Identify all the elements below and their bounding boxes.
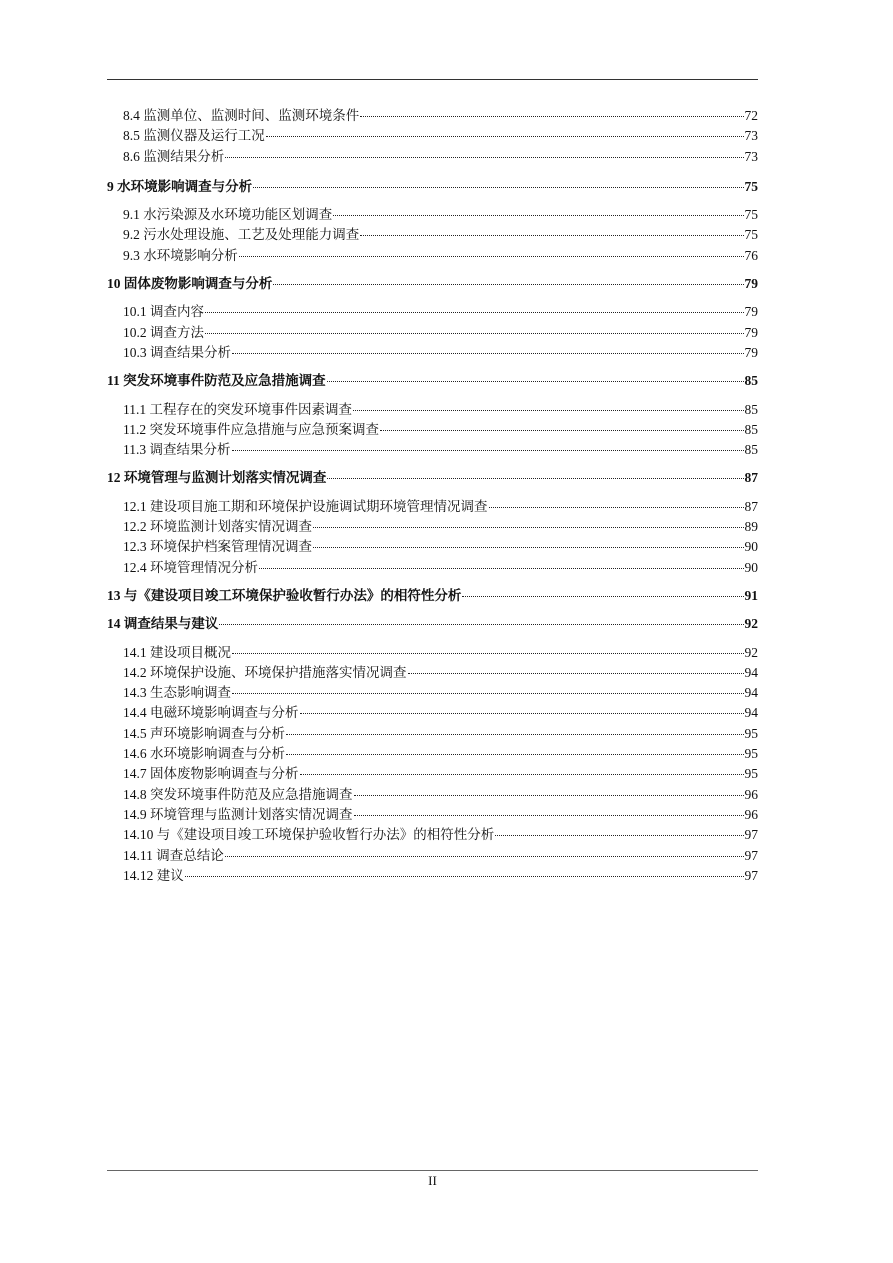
toc-chapter-entry[interactable] bbox=[107, 586, 758, 606]
dot-leader bbox=[232, 353, 744, 354]
dot-leader bbox=[273, 284, 743, 285]
toc-entry-title: 9.1 水污染源及水环境功能区划调查 bbox=[123, 207, 333, 223]
toc-entry-title: 10.3 调查结果分析 bbox=[123, 344, 231, 360]
toc-entry-page-number: 79 bbox=[744, 304, 758, 320]
dot-leader bbox=[327, 381, 744, 382]
toc-section-entry[interactable] bbox=[107, 126, 758, 146]
toc-section-entry[interactable] bbox=[107, 246, 758, 266]
toc-entry-page-number: 79 bbox=[744, 344, 758, 360]
toc-chapter-entry[interactable] bbox=[107, 614, 758, 634]
toc-entry-page-number: 94 bbox=[744, 664, 758, 680]
table-of-contents bbox=[107, 106, 758, 886]
dot-leader bbox=[205, 312, 744, 313]
toc-section-entry[interactable] bbox=[107, 744, 758, 764]
toc-section-entry[interactable] bbox=[107, 846, 758, 866]
toc-entry-title: 14.6 水环境影响调查与分析 bbox=[123, 746, 285, 762]
toc-entry-page-number: 96 bbox=[744, 786, 758, 802]
dot-leader bbox=[232, 450, 744, 451]
dot-leader bbox=[300, 713, 744, 714]
dot-leader bbox=[232, 693, 744, 694]
toc-entry-title: 14.12 建议 bbox=[123, 867, 184, 883]
toc-entry-page-number: 90 bbox=[744, 539, 758, 555]
toc-entry-title: 10.2 调查方法 bbox=[123, 324, 204, 340]
dot-leader bbox=[185, 876, 744, 877]
toc-section-entry[interactable] bbox=[107, 106, 758, 126]
toc-entry-page-number: 73 bbox=[744, 148, 758, 164]
toc-entry-title: 14.7 固体废物影响调查与分析 bbox=[123, 766, 299, 782]
toc-entry-page-number: 75 bbox=[744, 227, 758, 243]
dot-leader bbox=[360, 116, 743, 117]
dot-leader bbox=[380, 430, 744, 431]
dot-leader bbox=[360, 235, 743, 236]
toc-entry-page-number: 89 bbox=[744, 519, 758, 535]
toc-section-entry[interactable] bbox=[107, 558, 758, 578]
toc-section-entry[interactable] bbox=[107, 517, 758, 537]
dot-leader bbox=[286, 734, 744, 735]
toc-entry-title: 11.2 突发环境事件应急措施与应急预案调查 bbox=[123, 421, 379, 437]
toc-entry-title: 12.3 环境保护档案管理情况调查 bbox=[123, 539, 312, 555]
toc-entry-page-number: 92 bbox=[744, 644, 758, 660]
dot-leader bbox=[225, 856, 744, 857]
toc-section-entry[interactable] bbox=[107, 866, 758, 886]
toc-section-entry[interactable] bbox=[107, 825, 758, 845]
toc-entry-title: 9.3 水环境影响分析 bbox=[123, 247, 238, 263]
toc-section-entry[interactable] bbox=[107, 497, 758, 517]
toc-entry-page-number: 94 bbox=[744, 685, 758, 701]
toc-entry-page-number: 76 bbox=[744, 247, 758, 263]
dot-leader bbox=[327, 478, 743, 479]
toc-entry-title: 14.9 环境管理与监测计划落实情况调查 bbox=[123, 806, 353, 822]
toc-entry-title: 11 突发环境事件防范及应急措施调查 bbox=[107, 373, 326, 389]
header-rule bbox=[107, 79, 758, 80]
toc-section-entry[interactable] bbox=[107, 663, 758, 683]
toc-entry-title: 14.11 调查总结论 bbox=[123, 847, 224, 863]
dot-leader bbox=[259, 568, 744, 569]
toc-entry-page-number: 96 bbox=[744, 806, 758, 822]
toc-entry-title: 10 固体废物影响调查与分析 bbox=[107, 276, 273, 292]
dot-leader bbox=[313, 527, 744, 528]
dot-leader bbox=[225, 157, 743, 158]
toc-section-entry[interactable] bbox=[107, 147, 758, 167]
toc-entry-page-number: 87 bbox=[744, 498, 758, 514]
toc-entry-page-number: 97 bbox=[744, 847, 758, 863]
toc-entry-title: 14.1 建设项目概况 bbox=[123, 644, 231, 660]
toc-entry-page-number: 85 bbox=[744, 401, 758, 417]
dot-leader bbox=[232, 653, 744, 654]
toc-entry-page-number: 85 bbox=[744, 442, 758, 458]
toc-entry-title: 12.4 环境管理情况分析 bbox=[123, 559, 258, 575]
dot-leader bbox=[408, 673, 744, 674]
toc-entry-page-number: 97 bbox=[744, 867, 758, 883]
toc-entry-page-number: 91 bbox=[744, 587, 758, 603]
toc-entry-title: 12.1 建设项目施工期和环境保护设施调试期环境管理情况调查 bbox=[123, 498, 488, 514]
dot-leader bbox=[495, 835, 743, 836]
toc-entry-title: 14.5 声环境影响调查与分析 bbox=[123, 725, 285, 741]
toc-entry-page-number: 79 bbox=[744, 276, 758, 292]
toc-section-entry[interactable] bbox=[107, 703, 758, 723]
toc-section-entry[interactable] bbox=[107, 343, 758, 363]
toc-entry-title: 14.8 突发环境事件防范及应急措施调查 bbox=[123, 786, 353, 802]
toc-chapter-entry[interactable] bbox=[107, 371, 758, 391]
toc-section-entry[interactable] bbox=[107, 724, 758, 744]
toc-entry-title: 11.3 调查结果分析 bbox=[123, 442, 231, 458]
dot-leader bbox=[354, 795, 744, 796]
toc-entry-title: 8.4 监测单位、监测时间、监测环境条件 bbox=[123, 108, 360, 123]
toc-entry-title: 14.4 电磁环境影响调查与分析 bbox=[123, 705, 299, 721]
toc-entry-title: 14.2 环境保护设施、环境保护措施落实情况调查 bbox=[123, 664, 407, 680]
toc-entry-page-number: 95 bbox=[744, 746, 758, 762]
dot-leader bbox=[266, 136, 744, 137]
toc-entry-page-number: 79 bbox=[744, 324, 758, 340]
toc-entry-page-number: 85 bbox=[744, 421, 758, 437]
toc-entry-page-number: 87 bbox=[744, 470, 758, 486]
toc-section-entry[interactable] bbox=[107, 440, 758, 460]
toc-entry-page-number: 72 bbox=[744, 108, 758, 123]
toc-entry-page-number: 90 bbox=[744, 559, 758, 575]
page-number: II bbox=[428, 1173, 437, 1188]
toc-chapter-entry[interactable] bbox=[107, 468, 758, 488]
dot-leader bbox=[219, 624, 743, 625]
dot-leader bbox=[489, 507, 744, 508]
dot-leader bbox=[354, 815, 744, 816]
toc-entry-title: 10.1 调查内容 bbox=[123, 304, 204, 320]
toc-entry-title: 14.10 与《建设项目竣工环境保护验收暂行办法》的相符性分析 bbox=[123, 827, 495, 843]
toc-entry-title: 9.2 污水处理设施、工艺及处理能力调查 bbox=[123, 227, 360, 243]
toc-entry-title: 9 水环境影响调查与分析 bbox=[107, 178, 253, 194]
toc-entry-page-number: 94 bbox=[744, 705, 758, 721]
toc-entry-page-number: 95 bbox=[744, 725, 758, 741]
toc-entry-title: 12.2 环境监测计划落实情况调查 bbox=[123, 519, 312, 535]
dot-leader bbox=[286, 754, 744, 755]
toc-entry-page-number: 85 bbox=[744, 373, 758, 389]
dot-leader bbox=[300, 774, 744, 775]
toc-section-entry[interactable] bbox=[107, 400, 758, 420]
dot-leader bbox=[333, 215, 743, 216]
toc-entry-page-number: 75 bbox=[744, 178, 758, 194]
toc-section-entry[interactable] bbox=[107, 323, 758, 343]
toc-entry-title: 12 环境管理与监测计划落实情况调查 bbox=[107, 470, 327, 486]
toc-section-entry[interactable] bbox=[107, 683, 758, 703]
dot-leader bbox=[253, 187, 743, 188]
toc-section-entry[interactable] bbox=[107, 420, 758, 440]
toc-section-entry[interactable] bbox=[107, 805, 758, 825]
toc-chapter-entry[interactable] bbox=[107, 177, 758, 197]
footer-rule bbox=[107, 1170, 758, 1171]
toc-entry-title: 14 调查结果与建议 bbox=[107, 616, 219, 632]
toc-entry-title: 8.5 监测仪器及运行工况 bbox=[123, 128, 265, 144]
dot-leader bbox=[239, 256, 744, 257]
toc-entry-title: 11.1 工程存在的突发环境事件因素调查 bbox=[123, 401, 352, 417]
toc-section-entry[interactable] bbox=[107, 205, 758, 225]
toc-section-entry[interactable] bbox=[107, 225, 758, 245]
toc-section-entry[interactable] bbox=[107, 302, 758, 322]
dot-leader bbox=[205, 333, 744, 334]
toc-section-entry[interactable] bbox=[107, 785, 758, 805]
toc-entry-page-number: 97 bbox=[744, 827, 758, 843]
toc-entry-title: 14.3 生态影响调查 bbox=[123, 685, 231, 701]
toc-section-entry[interactable] bbox=[107, 537, 758, 557]
toc-entry-page-number: 73 bbox=[744, 128, 758, 144]
toc-entry-title: 13 与《建设项目竣工环境保护验收暂行办法》的相符性分析 bbox=[107, 587, 462, 603]
dot-leader bbox=[462, 596, 743, 597]
toc-section-entry[interactable] bbox=[107, 764, 758, 784]
toc-entry-page-number: 75 bbox=[744, 207, 758, 223]
toc-entry-page-number: 95 bbox=[744, 766, 758, 782]
toc-entry-title: 8.6 监测结果分析 bbox=[123, 148, 225, 164]
toc-entry-page-number: 92 bbox=[744, 616, 758, 632]
toc-chapter-entry[interactable] bbox=[107, 274, 758, 294]
toc-section-entry[interactable] bbox=[107, 643, 758, 663]
dot-leader bbox=[353, 410, 744, 411]
dot-leader bbox=[313, 547, 744, 548]
